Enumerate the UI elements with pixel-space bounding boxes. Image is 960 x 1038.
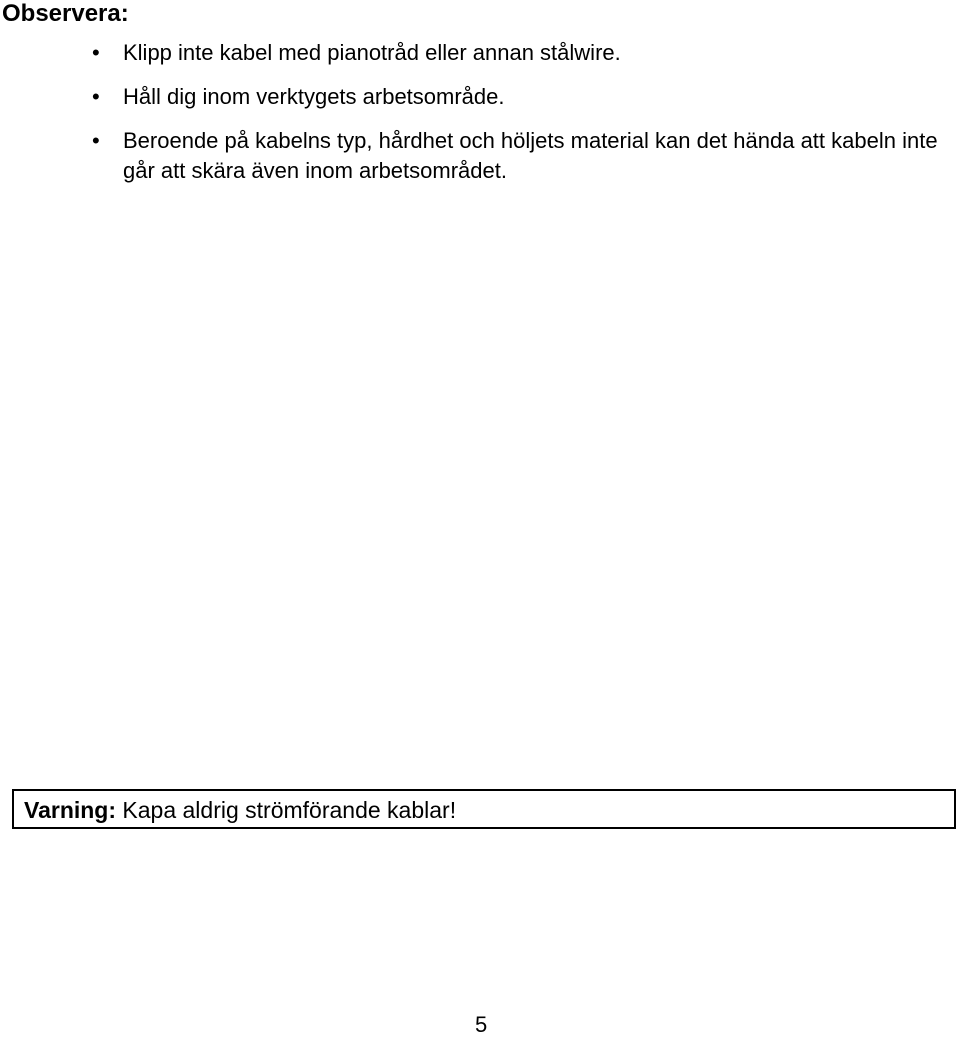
page-number: 5 <box>475 1012 488 1037</box>
bullet-icon: • <box>92 84 100 109</box>
section-heading: Observera: <box>2 0 129 27</box>
note-text: Klipp inte kabel med pianotråd eller annan stålwire. <box>123 40 621 65</box>
note-text: Beroende på kabelns typ, hårdhet och höljets material kan det hända att kabeln inte går att skära även inom arbetsområdet. <box>123 128 938 183</box>
warning-label: Varning: <box>24 797 117 823</box>
note-item <box>90 82 945 112</box>
note-item <box>90 38 945 68</box>
warning-text: Kapa aldrig strömförande kablar! <box>122 797 457 823</box>
note-text: Håll dig inom verktygets arbetsområde. <box>123 84 505 109</box>
bullet-icon: • <box>92 40 100 65</box>
bullet-icon: • <box>92 128 100 153</box>
warning-box <box>12 789 956 829</box>
notes-list <box>90 38 945 200</box>
note-item <box>90 126 945 186</box>
